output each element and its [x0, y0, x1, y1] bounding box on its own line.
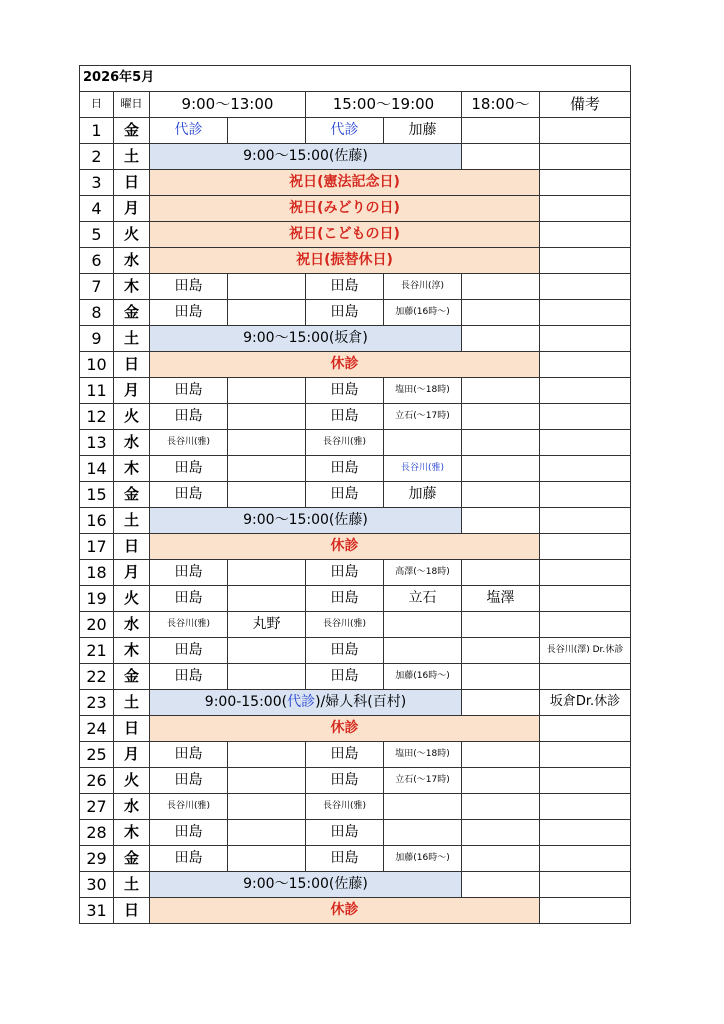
table-row — [80, 846, 631, 872]
afternoon-doctor-2: 立石(〜17時) — [384, 768, 462, 794]
afternoon-doctor-1: 田島 — [306, 638, 384, 664]
day-number: 16 — [80, 508, 114, 534]
afternoon-doctor-1: 代診 — [306, 118, 384, 144]
morning-doctor-1: 田島 — [150, 300, 228, 326]
remarks-cell — [540, 300, 631, 326]
morning-doctor-2 — [228, 404, 306, 430]
table-row — [80, 586, 631, 612]
afternoon-doctor-1: 田島 — [306, 456, 384, 482]
remarks-cell — [540, 170, 631, 196]
day-number: 17 — [80, 534, 114, 560]
evening-doctor: 塩澤 — [462, 586, 540, 612]
table-row — [80, 248, 631, 274]
afternoon-doctor-1: 田島 — [306, 560, 384, 586]
table-row — [80, 508, 631, 534]
day-number: 3 — [80, 170, 114, 196]
day-number: 25 — [80, 742, 114, 768]
remarks-cell — [540, 326, 631, 352]
morning-doctor-1: 田島 — [150, 560, 228, 586]
weekday: 木 — [114, 456, 150, 482]
weekday: 日 — [114, 898, 150, 924]
day-number: 6 — [80, 248, 114, 274]
day-number: 2 — [80, 144, 114, 170]
day-number: 24 — [80, 716, 114, 742]
afternoon-doctor-2: 加藤(16時〜) — [384, 664, 462, 690]
saturday-hours-suffix: )/婦人科(百村) — [315, 693, 407, 710]
day-number: 11 — [80, 378, 114, 404]
evening-doctor — [462, 326, 540, 352]
remarks-cell: 坂倉Dr.休診 — [540, 690, 631, 716]
table-row — [80, 378, 631, 404]
evening-doctor — [462, 612, 540, 638]
table-row — [80, 456, 631, 482]
saturday-hours: 9:00〜15:00(坂倉) — [150, 326, 462, 352]
afternoon-doctor-2 — [384, 820, 462, 846]
morning-doctor-2 — [228, 820, 306, 846]
afternoon-doctor-2: 立石 — [384, 586, 462, 612]
morning-doctor-2 — [228, 378, 306, 404]
weekday: 水 — [114, 248, 150, 274]
weekday: 日 — [114, 716, 150, 742]
closed-label: 休診 — [150, 898, 540, 924]
weekday: 金 — [114, 118, 150, 144]
day-number: 4 — [80, 196, 114, 222]
afternoon-doctor-1: 田島 — [306, 664, 384, 690]
morning-doctor-1: 田島 — [150, 404, 228, 430]
day-number: 20 — [80, 612, 114, 638]
day-number: 30 — [80, 872, 114, 898]
saturday-hours: 9:00〜15:00(佐藤) — [150, 144, 462, 170]
table-row — [80, 794, 631, 820]
weekday: 水 — [114, 612, 150, 638]
day-number: 5 — [80, 222, 114, 248]
remarks-cell — [540, 248, 631, 274]
table-row — [80, 872, 631, 898]
morning-doctor-1: 長谷川(雅) — [150, 794, 228, 820]
morning-doctor-2 — [228, 638, 306, 664]
evening-doctor — [462, 664, 540, 690]
remarks-cell — [540, 404, 631, 430]
weekday: 金 — [114, 482, 150, 508]
evening-doctor — [462, 404, 540, 430]
remarks-cell — [540, 144, 631, 170]
morning-doctor-2 — [228, 456, 306, 482]
morning-doctor-2 — [228, 482, 306, 508]
weekday: 火 — [114, 404, 150, 430]
month-title: 2026年5月 — [80, 66, 631, 92]
afternoon-doctor-2: 塩田(〜18時) — [384, 378, 462, 404]
evening-doctor — [462, 794, 540, 820]
evening-doctor — [462, 274, 540, 300]
morning-doctor-1: 田島 — [150, 378, 228, 404]
day-number: 21 — [80, 638, 114, 664]
day-number: 13 — [80, 430, 114, 456]
table-row — [80, 300, 631, 326]
holiday-label: 祝日(みどりの日) — [150, 196, 540, 222]
table-row — [80, 664, 631, 690]
morning-doctor-1: 田島 — [150, 664, 228, 690]
remarks-cell: 長谷川(澤) Dr.休診 — [540, 638, 631, 664]
table-row — [80, 820, 631, 846]
afternoon-doctor-2: 長谷川(淳) — [384, 274, 462, 300]
morning-doctor-1: 田島 — [150, 482, 228, 508]
table-row — [80, 352, 631, 378]
evening-doctor — [462, 430, 540, 456]
afternoon-doctor-1: 長谷川(雅) — [306, 430, 384, 456]
table-row — [80, 560, 631, 586]
remarks-cell — [540, 664, 631, 690]
morning-doctor-1: 田島 — [150, 768, 228, 794]
evening-doctor — [462, 690, 540, 716]
afternoon-doctor-1: 田島 — [306, 482, 384, 508]
morning-doctor-2 — [228, 274, 306, 300]
remarks-cell — [540, 742, 631, 768]
morning-doctor-2 — [228, 430, 306, 456]
morning-doctor-2 — [228, 794, 306, 820]
remarks-cell — [540, 898, 631, 924]
weekday: 火 — [114, 586, 150, 612]
holiday-label: 祝日(振替休日) — [150, 248, 540, 274]
day-number: 22 — [80, 664, 114, 690]
afternoon-doctor-2 — [384, 430, 462, 456]
saturday-hours: 9:00〜15:00(佐藤) — [150, 872, 462, 898]
afternoon-doctor-2: 加藤(16時〜) — [384, 846, 462, 872]
saturday-hours-prefix: 9:00-15:00( — [204, 693, 288, 710]
table-row — [80, 222, 631, 248]
remarks-cell — [540, 612, 631, 638]
afternoon-doctor-2: 加藤 — [384, 482, 462, 508]
afternoon-doctor-2 — [384, 638, 462, 664]
weekday: 月 — [114, 560, 150, 586]
afternoon-doctor-1: 田島 — [306, 586, 384, 612]
table-row — [80, 196, 631, 222]
day-number: 18 — [80, 560, 114, 586]
header-afternoon: 15:00〜19:00 — [306, 92, 462, 118]
evening-doctor — [462, 872, 540, 898]
evening-doctor — [462, 118, 540, 144]
table-row — [80, 274, 631, 300]
morning-doctor-1: 田島 — [150, 846, 228, 872]
weekday: 金 — [114, 664, 150, 690]
title-row — [80, 66, 631, 92]
weekday: 火 — [114, 768, 150, 794]
morning-doctor-2 — [228, 300, 306, 326]
morning-doctor-1: 田島 — [150, 638, 228, 664]
afternoon-doctor-1: 長谷川(雅) — [306, 612, 384, 638]
day-number: 28 — [80, 820, 114, 846]
remarks-cell — [540, 352, 631, 378]
afternoon-doctor-2: 立石(〜17時) — [384, 404, 462, 430]
evening-doctor — [462, 378, 540, 404]
weekday: 月 — [114, 196, 150, 222]
morning-doctor-1: 代診 — [150, 118, 228, 144]
afternoon-doctor-2 — [384, 794, 462, 820]
day-number: 27 — [80, 794, 114, 820]
remarks-cell — [540, 378, 631, 404]
closed-label: 休診 — [150, 716, 540, 742]
evening-doctor — [462, 508, 540, 534]
remarks-cell — [540, 118, 631, 144]
remarks-cell — [540, 820, 631, 846]
afternoon-doctor-1: 田島 — [306, 300, 384, 326]
day-number: 12 — [80, 404, 114, 430]
morning-doctor-1: 田島 — [150, 742, 228, 768]
morning-doctor-2 — [228, 560, 306, 586]
table-row — [80, 326, 631, 352]
day-number: 8 — [80, 300, 114, 326]
day-number: 1 — [80, 118, 114, 144]
weekday: 火 — [114, 222, 150, 248]
remarks-cell — [540, 456, 631, 482]
table-row — [80, 534, 631, 560]
table-row — [80, 638, 631, 664]
evening-doctor — [462, 768, 540, 794]
afternoon-doctor-1: 田島 — [306, 274, 384, 300]
header-row — [80, 92, 631, 118]
table-row — [80, 716, 631, 742]
afternoon-doctor-1: 田島 — [306, 742, 384, 768]
table-row — [80, 690, 631, 716]
header-remarks: 備考 — [540, 92, 631, 118]
morning-doctor-1: 田島 — [150, 586, 228, 612]
saturday-hours: 9:00〜15:00(佐藤) — [150, 508, 462, 534]
table-row — [80, 768, 631, 794]
table-row — [80, 170, 631, 196]
saturday-hours — [150, 690, 462, 716]
afternoon-doctor-2: 高澤(〜18時) — [384, 560, 462, 586]
morning-doctor-2 — [228, 742, 306, 768]
weekday: 木 — [114, 274, 150, 300]
afternoon-doctor-1: 田島 — [306, 820, 384, 846]
header-weekday: 曜日 — [114, 92, 150, 118]
day-number: 14 — [80, 456, 114, 482]
morning-doctor-2 — [228, 846, 306, 872]
table-row — [80, 404, 631, 430]
table-row — [80, 612, 631, 638]
remarks-cell — [540, 430, 631, 456]
day-number: 26 — [80, 768, 114, 794]
remarks-cell — [540, 274, 631, 300]
weekday: 土 — [114, 690, 150, 716]
day-number: 19 — [80, 586, 114, 612]
table-row — [80, 118, 631, 144]
remarks-cell — [540, 586, 631, 612]
weekday: 土 — [114, 326, 150, 352]
evening-doctor — [462, 456, 540, 482]
table-row — [80, 898, 631, 924]
table-row — [80, 144, 631, 170]
remarks-cell — [540, 846, 631, 872]
evening-doctor — [462, 638, 540, 664]
weekday: 日 — [114, 170, 150, 196]
remarks-cell — [540, 482, 631, 508]
remarks-cell — [540, 508, 631, 534]
weekday: 日 — [114, 352, 150, 378]
morning-doctor-2 — [228, 586, 306, 612]
weekday: 木 — [114, 820, 150, 846]
holiday-label: 祝日(憲法記念日) — [150, 170, 540, 196]
weekday: 金 — [114, 300, 150, 326]
weekday: 土 — [114, 508, 150, 534]
header-day: 日 — [80, 92, 114, 118]
table-row — [80, 482, 631, 508]
evening-doctor — [462, 820, 540, 846]
weekday: 月 — [114, 742, 150, 768]
morning-doctor-2: 丸野 — [228, 612, 306, 638]
remarks-cell — [540, 534, 631, 560]
evening-doctor — [462, 300, 540, 326]
table-row — [80, 742, 631, 768]
weekday: 土 — [114, 872, 150, 898]
morning-doctor-2 — [228, 768, 306, 794]
day-number: 7 — [80, 274, 114, 300]
remarks-cell — [540, 872, 631, 898]
holiday-label: 祝日(こどもの日) — [150, 222, 540, 248]
remarks-cell — [540, 222, 631, 248]
remarks-cell — [540, 560, 631, 586]
morning-doctor-1: 田島 — [150, 820, 228, 846]
header-morning: 9:00〜13:00 — [150, 92, 306, 118]
schedule-table — [79, 65, 631, 924]
afternoon-doctor-1: 田島 — [306, 768, 384, 794]
morning-doctor-2 — [228, 118, 306, 144]
weekday: 日 — [114, 534, 150, 560]
weekday: 水 — [114, 430, 150, 456]
morning-doctor-2 — [228, 664, 306, 690]
day-number: 23 — [80, 690, 114, 716]
afternoon-doctor-1: 田島 — [306, 846, 384, 872]
closed-label: 休診 — [150, 352, 540, 378]
day-number: 9 — [80, 326, 114, 352]
weekday: 木 — [114, 638, 150, 664]
evening-doctor — [462, 144, 540, 170]
weekday: 月 — [114, 378, 150, 404]
afternoon-doctor-2 — [384, 612, 462, 638]
afternoon-doctor-2: 長谷川(雅) — [384, 456, 462, 482]
weekday: 土 — [114, 144, 150, 170]
table-row — [80, 430, 631, 456]
weekday: 金 — [114, 846, 150, 872]
substitute-label: 代診 — [287, 693, 316, 710]
closed-label: 休診 — [150, 534, 540, 560]
weekday: 水 — [114, 794, 150, 820]
morning-doctor-1: 田島 — [150, 274, 228, 300]
morning-doctor-1: 長谷川(雅) — [150, 612, 228, 638]
remarks-cell — [540, 716, 631, 742]
evening-doctor — [462, 742, 540, 768]
evening-doctor — [462, 482, 540, 508]
afternoon-doctor-1: 田島 — [306, 378, 384, 404]
afternoon-doctor-2: 塩田(〜18時) — [384, 742, 462, 768]
header-evening: 18:00〜 — [462, 92, 540, 118]
afternoon-doctor-2: 加藤(16時〜) — [384, 300, 462, 326]
remarks-cell — [540, 196, 631, 222]
afternoon-doctor-1: 田島 — [306, 404, 384, 430]
remarks-cell — [540, 794, 631, 820]
day-number: 10 — [80, 352, 114, 378]
afternoon-doctor-1: 長谷川(雅) — [306, 794, 384, 820]
morning-doctor-1: 田島 — [150, 456, 228, 482]
remarks-cell — [540, 768, 631, 794]
morning-doctor-1: 長谷川(雅) — [150, 430, 228, 456]
day-number: 29 — [80, 846, 114, 872]
day-number: 31 — [80, 898, 114, 924]
evening-doctor — [462, 846, 540, 872]
day-number: 15 — [80, 482, 114, 508]
evening-doctor — [462, 560, 540, 586]
afternoon-doctor-2: 加藤 — [384, 118, 462, 144]
